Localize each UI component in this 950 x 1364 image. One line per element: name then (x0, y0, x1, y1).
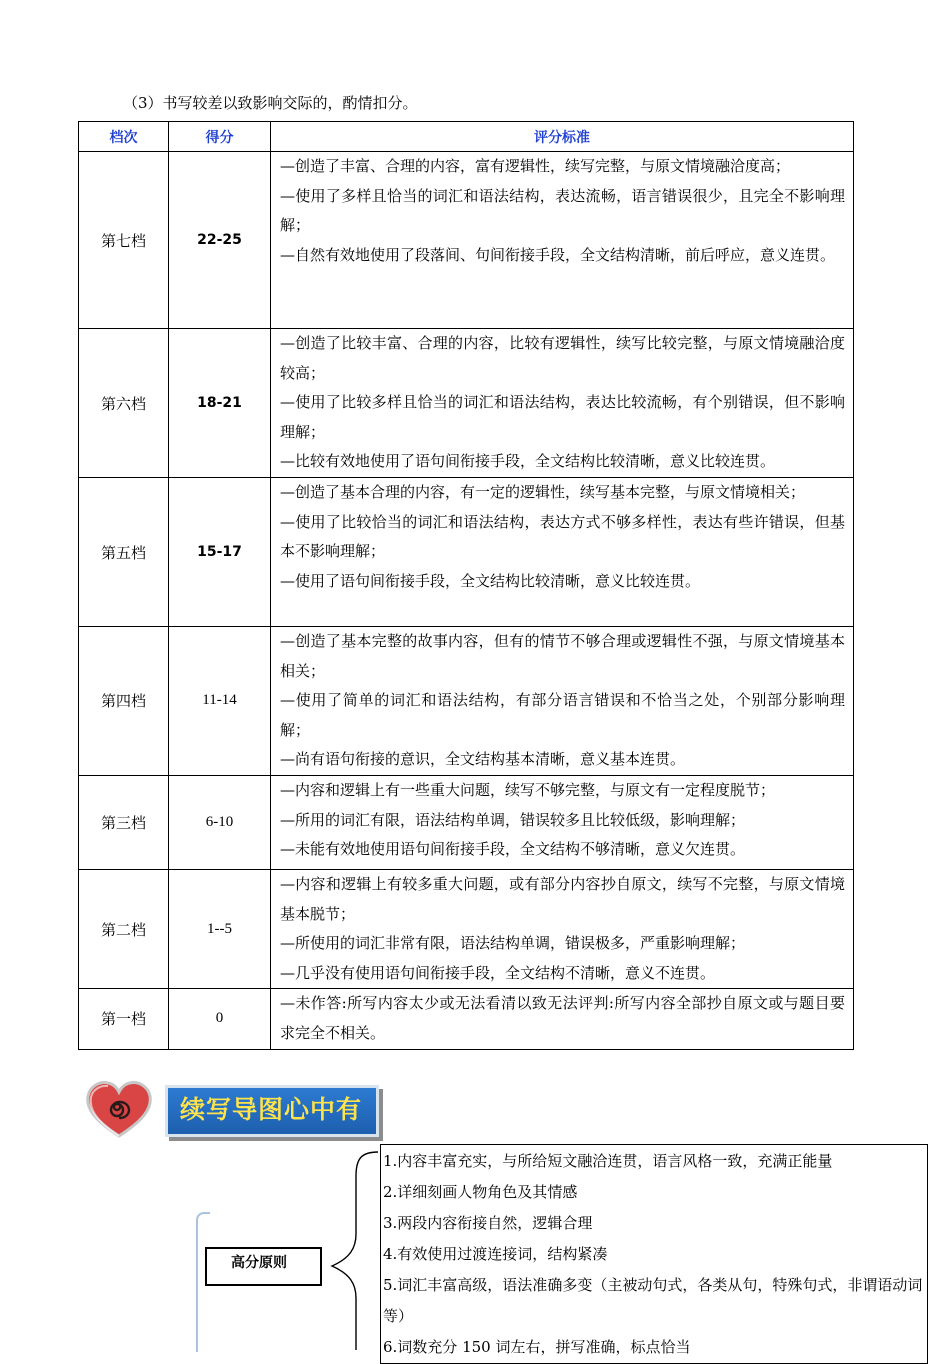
scoring-note: （3）书写较差以致影响交际的，酌情扣分。 (123, 94, 418, 112)
criteria-line: —创造了基本合理的内容，有一定的逻辑性，续写基本完整，与原文情境相关； (280, 483, 806, 501)
criteria-cell (271, 152, 854, 329)
criteria-line: —使用了语句间衔接手段，全文结构比较清晰，意义比较连贯。 (280, 571, 701, 590)
criteria-line: —创造了比较丰富、合理的内容，比较有逻辑性，续写比较完整，与原文情境融洽度较高； (280, 334, 845, 382)
criteria-cell (271, 989, 854, 1049)
list-item: 1.内容丰富充实，与所给短文融洽连贯，语言风格一致，充满正能量 (383, 1152, 833, 1170)
criteria-line: —使用了简单的词汇和语法结构，有部分语言错误和不恰当之处，个别部分影响理解； (280, 691, 845, 739)
criteria-line: —未能有效地使用语句间衔接手段，全文结构不够清晰，意义欠连贯。 (280, 840, 746, 859)
heart-spiral-icon (84, 1080, 154, 1138)
criteria-line: —使用了多样且恰当的词汇和语法结构，表达流畅，语言错误很少，且完全不影响理解； (280, 186, 845, 235)
level-cell: 第三档 (79, 775, 169, 869)
criteria-line: —比较有效地使用了语句间衔接手段，全文结构比较清晰，意义比较连贯。 (280, 452, 776, 471)
list-item: 6.词数充分 150 词左右，拼写准确，标点恰当 (383, 1338, 691, 1356)
criteria-line: —所使用的词汇非常有限，语法结构单调，错误极多，严重影响理解； (280, 934, 746, 953)
score-cell: 6-10 (169, 775, 271, 869)
criteria-line: —自然有效地使用了段落间、句间衔接手段，全文结构清晰，前后呼应，意义连贯。 (280, 245, 836, 264)
criteria-line: —内容和逻辑上有较多重大问题，或有部分内容抄自原文，续写不完整，与原文情境基本脱节； (280, 874, 845, 923)
level-cell: 第六档 (79, 329, 169, 478)
mindmap-brace (324, 1150, 382, 1350)
criteria-line: —使用了比较多样且恰当的词汇和语法结构，表达比较流畅，有个别错误，但不影响理解； (280, 393, 845, 441)
criteria-line: —使用了比较恰当的词汇和语法结构，表达方式不够多样性，表达有些许错误，但基本不影响理解； (280, 512, 845, 561)
criteria-line: —内容和逻辑上有一些重大问题，续写不够完整，与原文有一定程度脱节； (280, 780, 776, 799)
header-level: 档次 (79, 122, 169, 152)
criteria-line: —尚有语句衔接的意识，全文结构基本清晰，意义基本连贯。 (280, 750, 686, 769)
level-cell: 第二档 (79, 869, 169, 988)
level-cell: 第四档 (79, 627, 169, 776)
table-row (79, 329, 854, 478)
table-row (79, 152, 854, 329)
criteria-line: —创造了基本完整的故事内容，但有的情节不够合理或逻辑性不强，与原文情境基本相关； (280, 632, 845, 680)
criteria-line: —几乎没有使用语句间衔接手段，全文结构不清晰，意义不连贯。 (280, 963, 716, 982)
mindmap-node-high-score: 高分原则 (205, 1247, 322, 1286)
header-criteria: 评分标准 (271, 122, 854, 152)
table-row (79, 775, 854, 869)
criteria-cell (271, 869, 854, 988)
list-item: 2.详细刻画人物角色及其情感 (383, 1183, 578, 1201)
list-item: 4.有效使用过渡连接词，结构紧凑 (383, 1245, 608, 1263)
score-cell: 0 (169, 989, 271, 1049)
list-item: 3.两段内容衔接自然，逻辑合理 (383, 1214, 593, 1232)
criteria-cell (271, 627, 854, 776)
list-item: 5.词汇丰富高级，语法准确多变（主被动句式，各类从句，特殊句式，非谓语动词等） (383, 1276, 923, 1325)
criteria-cell (271, 329, 854, 478)
score-cell: 22-25 (169, 152, 271, 329)
header-score: 得分 (169, 122, 271, 152)
criteria-cell (271, 775, 854, 869)
table-row (79, 869, 854, 988)
score-cell: 1--5 (169, 869, 271, 988)
score-cell: 18-21 (169, 329, 271, 478)
criteria-line: —所用的词汇有限，语法结构单调，错误较多且比较低级，影响理解； (280, 810, 746, 829)
score-cell: 15-17 (169, 478, 271, 627)
criteria-cell (271, 478, 854, 627)
criteria-line: —创造了丰富、合理的内容，富有逻辑性，续写完整，与原文情境融洽度高； (280, 157, 791, 175)
table-header-row (79, 122, 854, 152)
table-row (79, 478, 854, 627)
level-cell: 第一档 (79, 989, 169, 1049)
high-score-principles-list (380, 1144, 928, 1364)
table-row (79, 989, 854, 1049)
table-row (79, 627, 854, 776)
level-cell: 第五档 (79, 478, 169, 627)
criteria-line: —未作答:所写内容太少或无法看清以致无法评判:所写内容全部抄自原文或与题目要求完全不相关。 (280, 994, 845, 1042)
level-cell: 第七档 (79, 152, 169, 329)
section-title-banner: 续写导图心中有 (165, 1085, 379, 1137)
score-cell: 11-14 (169, 627, 271, 776)
grading-table (78, 121, 854, 1050)
